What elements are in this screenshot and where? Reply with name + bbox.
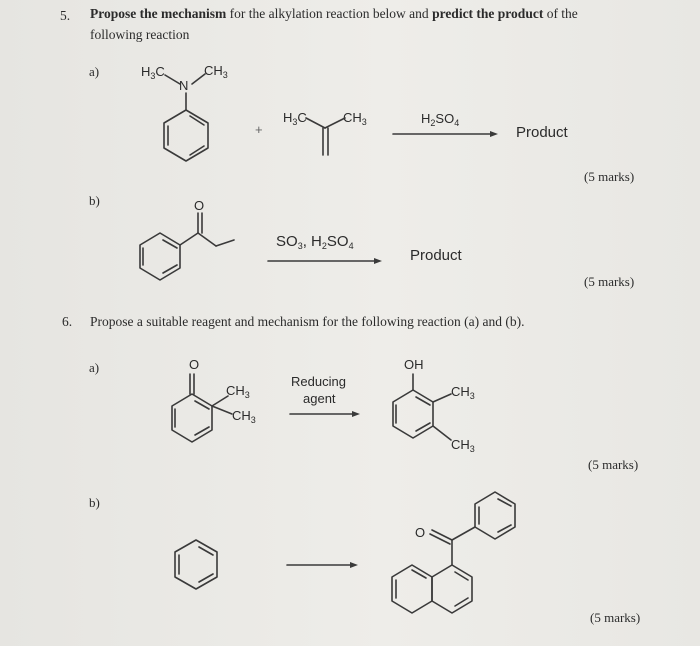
q6a-product-structure	[393, 374, 451, 440]
q6b-reaction-arrow	[287, 562, 358, 568]
q5a-reaction-arrow	[393, 131, 498, 137]
q5a-amine-n: N	[179, 78, 189, 93]
q5b-carbonyl-o: O	[194, 198, 205, 213]
q5a-plus: +	[255, 122, 263, 137]
question-5-text-1: for the alkylation reaction below and	[229, 6, 429, 21]
q5b-marks: (5 marks)	[584, 274, 635, 289]
q6a-reagent-line2: agent	[303, 391, 336, 406]
q6a-product-oh: OH	[404, 357, 424, 372]
q5a-product: Product	[516, 124, 568, 141]
question-5-line2: following reaction	[90, 27, 190, 42]
q6a-carbonyl-o: O	[189, 357, 200, 372]
q6a-starting-structure	[172, 374, 232, 442]
q6a-reaction-arrow	[290, 411, 360, 417]
q5a-alkene-ch3: $CH_3$	[343, 110, 367, 127]
q5b-reaction-arrow	[268, 258, 382, 264]
q5a-marks: (5 marks)	[584, 169, 635, 184]
q5b-reagent: $SO_3$, $H_2SO_4$	[276, 233, 354, 251]
question-5-bold-1: Propose the mechanism	[90, 6, 227, 21]
q5a-amine-ch3: $CH_3$	[204, 63, 228, 80]
q6b-benzene-structure	[175, 540, 217, 589]
q5a-alkene-h3c: $H_3C$	[283, 110, 307, 127]
q6a-marks: (5 marks)	[588, 457, 639, 472]
question-6-text: Propose a suitable reagent and mechanism for the following reaction (a) and (b).	[90, 314, 525, 329]
q6a-product-ch3-2: $CH_3$	[451, 437, 475, 454]
q6b-label: b)	[89, 495, 100, 510]
q5b-ketone-structure	[140, 213, 234, 280]
q6b-product-structure	[392, 492, 515, 613]
q5a-label: a)	[89, 64, 100, 79]
q6a-label: a)	[89, 360, 100, 375]
q6b-product-o: O	[415, 525, 426, 540]
q6a-sub-ch3-2: $CH_3$	[232, 408, 256, 425]
q5b-product: Product	[410, 247, 462, 264]
question-5-text-2: of the	[546, 6, 578, 21]
question-5-number: 5.	[60, 8, 71, 23]
q6a-reagent-line1: Reducing	[291, 374, 346, 389]
q6a-product-ch3-1: $CH_3$	[451, 384, 475, 401]
q5a-reagent: $H_2SO_4$	[421, 111, 460, 128]
q6b-marks: (5 marks)	[590, 610, 641, 625]
question-5-bold-2: predict the product	[432, 6, 544, 21]
q5b-label: b)	[89, 193, 100, 208]
question-6-number: 6.	[62, 314, 73, 329]
q5a-amine-h3c: $H_3C$	[141, 64, 165, 81]
q5a-isobutylene-structure	[306, 118, 345, 155]
q5a-dimethylaniline-structure	[164, 74, 208, 161]
q6a-sub-ch3-1: $CH_3$	[226, 383, 250, 400]
